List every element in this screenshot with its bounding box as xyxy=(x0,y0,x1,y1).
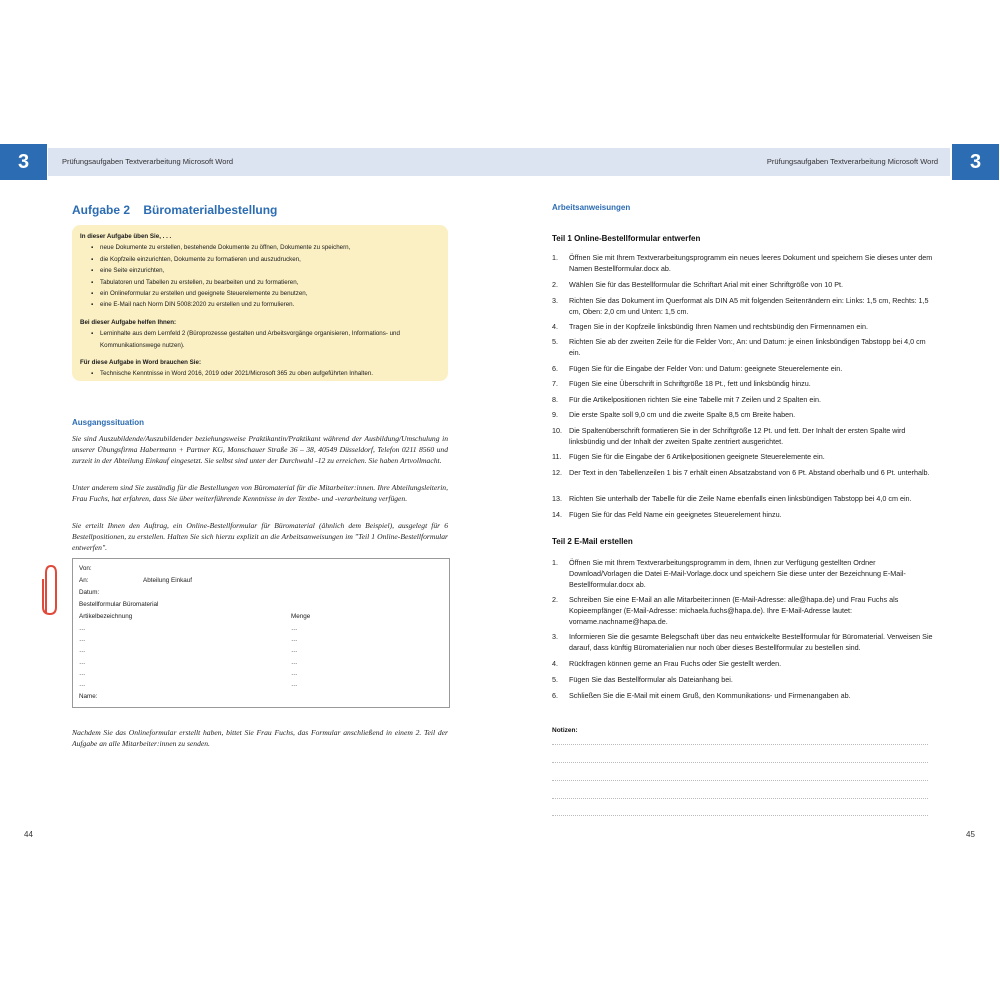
form-example xyxy=(72,558,450,708)
note-line xyxy=(552,815,928,816)
list-item: ▪ Technische Kenntnisse in Word 2016, 2019 oder 2021/Microsoft 365 zu oben aufgeführten Inhalten. xyxy=(100,368,440,379)
page-number-right: 45 xyxy=(966,830,975,839)
form-title: Bestellformular Büromaterial xyxy=(79,601,159,608)
page-number-left: 44 xyxy=(24,830,33,839)
teil1-item-text: Fügen Sie für die Eingabe der 6 Artikelpositionen geeignete Steuerelemente ein. xyxy=(569,452,825,461)
chapter-number-right: 3 xyxy=(952,144,999,180)
form-name-label: Name: xyxy=(79,693,98,700)
form-placeholder: … xyxy=(291,670,298,677)
note-line xyxy=(552,798,928,799)
teil2-item-text: Öffnen Sie mit Ihrem Textverarbeitungsprogramm in dem, Ihnen zur Verfügung gestellten Ordner Download/Vorlagen die Datei E-Mail-Vorlage.docx und speichern Sie diese unter der Bezeichnung E-Mail-Bestellformular.docx ab. xyxy=(569,558,906,589)
form-col-artikel: Artikelbezeichnung xyxy=(79,613,133,620)
form-von-label: Von: xyxy=(79,565,92,572)
chapter-number-left: 3 xyxy=(0,144,47,180)
form-placeholder: … xyxy=(291,625,298,632)
info-heading-3: Für diese Aufgabe in Word brauchen Sie: xyxy=(80,359,202,367)
paragraph-1: Sie sind Auszubildende/Auszubildender beziehungsweise Praktikantin/Praktikant während der Ausbildung/Umschulung in unserer Übungsfirma Habermann + Partner KG, Monschauer Straße 36 – 38, 40549 Düsseldorf, Telefon 0211 8560 und zurzeit in der Abteilung Einkauf eingesetzt. Sie selbst sind unter der Durchwahl -12 zu erreichen. Sie haben Artvollmacht. xyxy=(72,434,448,466)
teil1-item-text: Fügen Sie für das Feld Name ein geeignetes Steuerelement hinzu. xyxy=(569,510,782,519)
notizen-label: Notizen: xyxy=(552,727,578,734)
arbeitsanweisungen-heading: Arbeitsanweisungen xyxy=(552,203,631,212)
info-heading-2: Bei dieser Aufgabe helfen Ihnen: xyxy=(80,318,177,326)
teil2-item-text: Fügen Sie das Bestellformular als Dateianhang bei. xyxy=(569,675,733,684)
list-item: ▪ ein Onlineformular zu erstellen und geeignete Steuerelemente zu benutzen, xyxy=(100,288,440,299)
teil1-item-text: Tragen Sie in der Kopfzeile linksbündig Ihren Namen und rechtsbündig den Firmennamen ein. xyxy=(569,322,868,331)
task-label: Aufgabe 2 xyxy=(72,203,131,217)
note-line xyxy=(552,744,928,745)
list-item xyxy=(100,328,440,351)
teil1-item-text: Die erste Spalte soll 9,0 cm und die zweite Spalte 8,5 cm Breite haben. xyxy=(569,410,796,419)
form-placeholder: … xyxy=(79,659,86,666)
list-item: ▪ eine E-Mail nach Norm DIN 5008:2020 zu erstellen und zu formulieren. xyxy=(100,299,440,310)
form-placeholder: … xyxy=(291,636,298,643)
teil1-item-text: Fügen Sie für die Eingabe der Felder Von: und Datum: geeignete Steuerelemente ein. xyxy=(569,364,843,373)
list-item: ▪ Tabulatoren und Tabellen zu erstellen, zu bearbeiten und zu formatieren, xyxy=(100,277,440,288)
form-placeholder: … xyxy=(79,636,86,643)
note-line xyxy=(552,780,928,781)
form-datum-label: Datum: xyxy=(79,589,100,596)
paperclip-icon xyxy=(38,563,60,617)
teil1-item-text: Richten Sie ab der zweiten Zeile für die Felder Von:, An: und Datum: je einen linksbündigen Tabstopp bei 4,0 cm ein. xyxy=(569,337,926,357)
paragraph-2: Unter anderem sind Sie zuständig für die Bestellungen von Büromaterial für die Mitarbeiter:innen. Ihre Abteilungsleiterin, Frau Fuchs, hat erfahren, dass Sie über weiterführende Kenntnisse in der Textbe- und -verarbeitung verfügen. xyxy=(72,483,448,504)
task-title xyxy=(72,203,287,217)
list-item: ▪ eine Seite einzurichten, xyxy=(100,265,440,276)
task-name: Büromaterialbestellung xyxy=(143,203,278,217)
info-list-3 xyxy=(80,368,440,379)
paragraph-3: Sie erteilt Ihnen den Auftrag, ein Online-Bestellformular für Büromaterial (ähnlich dem Beispiel), ausgelegt für 6 Bestellpositionen, zu erstellen. Halten Sie sich hierzu explizit an die Arbeitsanweisungen im "Teil 1 Online-Bestellformular entwerfen". xyxy=(72,521,448,553)
form-placeholder: … xyxy=(79,681,86,688)
teil1-item-text: Richten Sie das Dokument im Querformat als DIN A5 mit folgenden Seitenrändern ein: Links: 1,5 cm, Rechts: 1,5 cm, Oben: 2,0 cm und Unten: 1,5 cm. xyxy=(569,296,929,316)
list-item-line: Kommunikationswege nutzen). xyxy=(100,341,185,349)
teil1-item-text: Fügen Sie eine Überschrift in Schriftgröße 18 Pt., fett und linksbündig hinzu. xyxy=(569,379,811,388)
info-list-2 xyxy=(80,328,440,351)
list-item: ▪ die Kopfzeile einzurichten, Dokumente zu formatieren und auszudrucken, xyxy=(100,254,440,265)
form-col-menge: Menge xyxy=(291,613,311,620)
paragraph-4: Nachdem Sie das Onlineformular erstellt haben, bittet Sie Frau Fuchs, das Formular anschließend in einem 2. Teil der Aufgabe an alle Mitarbeiter:innen zu senden. xyxy=(72,728,448,749)
running-header-right: Prüfungsaufgaben Textverarbeitung Microsoft Word xyxy=(766,157,938,166)
teil1-item-text: Der Text in den Tabellenzeilen 1 bis 7 erhält einen Absatzabstand von 6 Pt. Abstand oberhalb und 6 Pt. unterhalb. xyxy=(569,468,930,477)
form-placeholder: … xyxy=(79,647,86,654)
teil2-item-text: Schließen Sie die E-Mail mit einem Gruß, den Kommunikations- und Firmenangaben ab. xyxy=(569,691,851,700)
form-an-label: An: xyxy=(79,577,89,584)
form-an-value: Abteilung Einkauf xyxy=(143,577,193,584)
teil2-item-text: Informieren Sie die gesamte Belegschaft über das neu entwickelte Bestellformular für Büromaterial. Verweisen Sie darauf, dass künftig Büromaterialien nur noch über dieses Bestellformular zu bestellen sind. xyxy=(569,632,933,652)
teil2-item-text: Schreiben Sie eine E-Mail an alle Mitarbeiter:innen (E-Mail-Adresse: alle@hapa.de) und Frau Fuchs als Kopieempfänger (E-Mail-Adresse: michaela.fuchs@hapa.de). Ihre E-Mail-Adresse lautet: vorname.nachname@hapa.de. xyxy=(569,595,899,626)
info-heading-1: In dieser Aufgabe üben Sie, . . . xyxy=(80,233,172,240)
form-placeholder: … xyxy=(291,647,298,654)
note-line xyxy=(552,762,928,763)
list-item: ▪ neue Dokumente zu erstellen, bestehende Dokumente zu öffnen, Dokumente zu speichern, xyxy=(100,242,440,253)
form-placeholder: … xyxy=(291,659,298,666)
teil1-item-text: Die Spaltenüberschrift formatieren Sie in der Schriftgröße 12 Pt. und fett. Der Inhalt der ersten Spalte wird linksbündig und der Inhalt der zweiten Spalte zentriert ausgerichtet. xyxy=(569,426,906,446)
info-list-1 xyxy=(80,242,440,310)
list-item-line: Lerninhalte aus dem Lernfeld 2 (Büroprozesse gestalten und Arbeitsvorgänge organisieren, Informations- und xyxy=(100,330,400,338)
teil1-item-text: Richten Sie unterhalb der Tabelle für die Zeile Name ebenfalls einen linksbündigen Tabstopp bei 4,0 cm ein. xyxy=(569,494,912,503)
running-header-left: Prüfungsaufgaben Textverarbeitung Microsoft Word xyxy=(62,157,234,166)
teil2-item-text: Rückfragen können gerne an Frau Fuchs oder Sie gestellt werden. xyxy=(569,659,782,668)
form-placeholder: … xyxy=(79,670,86,677)
teil1-item-text: Öffnen Sie mit Ihrem Textverarbeitungsprogramm ein neues leeres Dokument und speichern Sie dieses unter dem Namen Bestellformular.docx ab. xyxy=(569,253,933,273)
teil2-heading: Teil 2 E-Mail erstellen xyxy=(552,537,633,546)
teil1-item-text: Wählen Sie für das Bestellformular die Schriftart Arial mit einer Schriftgröße von 10 Pt. xyxy=(569,280,844,289)
ausgangssituation-heading: Ausgangssituation xyxy=(72,418,145,427)
info-box xyxy=(72,225,448,381)
teil1-item-text: Für die Artikelpositionen richten Sie eine Tabelle mit 7 Zeilen und 2 Spalten ein. xyxy=(569,395,821,404)
teil1-heading: Teil 1 Online-Bestellformular entwerfen xyxy=(552,234,701,243)
form-placeholder: … xyxy=(79,625,86,632)
form-placeholder: … xyxy=(291,681,298,688)
